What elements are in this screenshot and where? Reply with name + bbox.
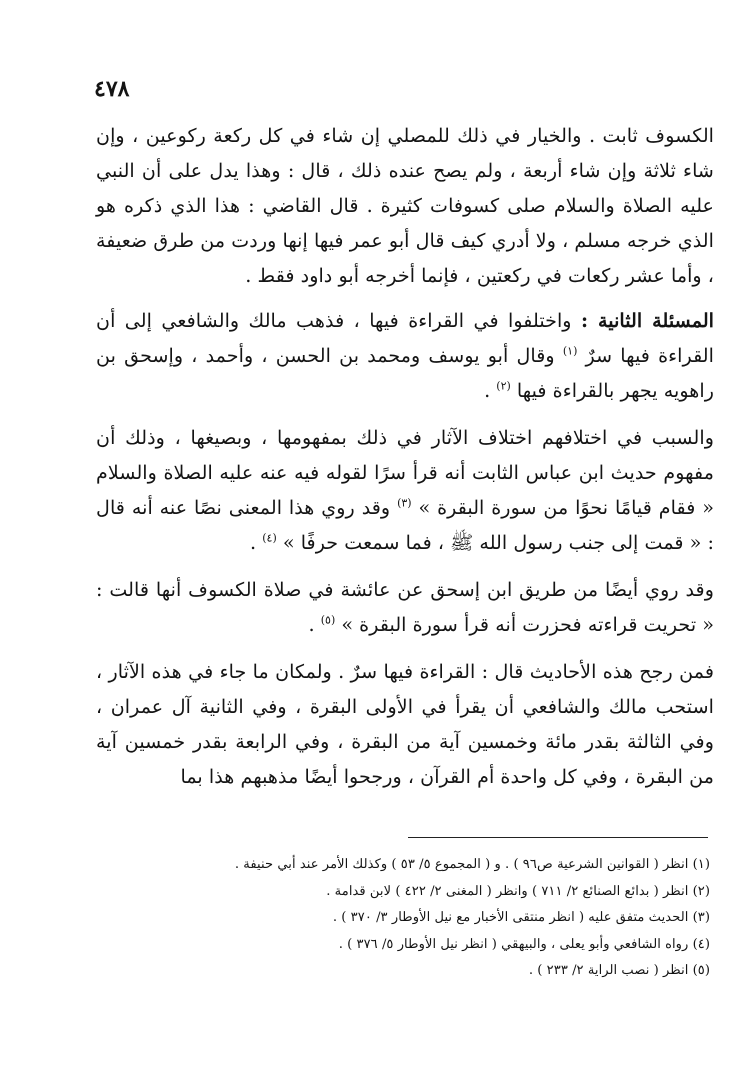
paragraph-reason	[96, 420, 714, 560]
paragraph-eclipse-rakat: الكسوف ثابت . والخيار في ذلك للمصلي إن شاء في كل ركعة ركوعين ، وإن شاء ثلاثة وإن شاء أربعة ، ولم يصح عنده ذلك ، قال : وهذا يدل على أن النبي عليه الصلاة والسلام صلى كسوفات كثيرة . قال القاضي : هذا الذي ذكره هو الذي خرجه مسلم ، ولا أدري كيف قال أبو عمر فيها إنها وردت من طرق ضعيفة ، وأما عشر ركعات في ركعتين ، فإنما أخرجه أبو داود فقط .	[95, 124, 714, 287]
footnote-3: (٣) الحديث متفق عليه ( انظر منتقى الأخبار مع نيل الأوطار ٣/ ٣٧٠ ) .	[332, 910, 710, 925]
footnotes	[120, 852, 710, 985]
page-number: ٤٧٨	[94, 76, 130, 102]
issue-two-text-b: وقال أبو يوسف ومحمد بن الحسن ، وأحمد ، وإسحق بن راهويه يجهر بالقراءة فيها	[96, 344, 714, 402]
footnote-ref-3[interactable]: (٣)	[397, 496, 412, 510]
footnote-1: (١) انظر ( القوانين الشرعية ص٩٦ ) . و ( المجموع ٥/ ٥٣ ) وكذلك الأمر عند أبي حنيفة .	[234, 857, 710, 872]
reason-text-b: وقد روي هذا المعنى نصًا عنه أنه قال : « قمت إلى جنب رسول الله ﷺ ، فما سمعت حرفًا »	[96, 496, 714, 554]
footnote-ref-4[interactable]: (٤)	[262, 531, 277, 545]
aisha-end: .	[308, 613, 315, 636]
reason-end: .	[250, 531, 257, 554]
footnote-4: (٤) رواه الشافعي وأبو يعلى ، والبيهقي ( انظر نيل الأوطار ٥/ ٣٧٦ ) .	[338, 936, 710, 952]
paragraph-issue-two	[96, 303, 714, 408]
footnote-ref-1[interactable]: (١)	[562, 344, 578, 358]
reason-text-a: والسبب في اختلافهم اختلاف الآثار في ذلك بمفهومها ، وبصيغها ، وذلك أن مفهوم حديث ابن عباس الثابت أنه قرأ سرًا لقوله فيه عنه عليه الصلاة والسلام « فقام قيامًا نحوًا من سورة البقرة »	[96, 426, 714, 519]
issue-two-heading: المسئلة الثانية :	[580, 309, 714, 332]
footnote-2: (٢) انظر ( بدائع الصنائع ٢/ ٧١١ ) وانظر ( المغنى ٢/ ٤٢٢ ) لابن قدامة .	[326, 883, 710, 899]
main-text	[96, 118, 714, 806]
issue-two-end: .	[484, 379, 491, 402]
aisha-text: وقد روي أيضًا من طريق ابن إسحق عن عائشة في صلاة الكسوف أنها قالت : « تحريت قراءته فحزرت أنه قرأ سورة البقرة »	[96, 578, 714, 636]
issue-two-text-a: واختلفوا في القراءة فيها ، فذهب مالك والشافعي إلى أن القراءة فيها سرٌ	[96, 309, 714, 367]
paragraph-preference: فمن رجح هذه الأحاديث قال : القراءة فيها سرٌ . ولمكان ما جاء في هذه الآثار ، استحب مالك والشافعي أن يقرأ في الأولى البقرة ، وفي الثانية آل عمران ، وفي الثالثة بقدر مائة وخمسين آية من البقرة ، وفي الرابعة بقدر خمسين آية من البقرة ، وفي كل واحدة أم القرآن ، ورجحوا أيضًا مذهبهم هذا بما	[96, 660, 714, 788]
paragraph-aisha	[96, 572, 714, 642]
footnote-ref-2[interactable]: (٢)	[496, 379, 511, 393]
footnote-divider	[408, 837, 708, 838]
footnote-5: (٥) انظر ( نصب الراية ٢/ ٢٣٣ ) .	[528, 963, 710, 978]
footnote-ref-5[interactable]: (٥)	[320, 613, 336, 627]
